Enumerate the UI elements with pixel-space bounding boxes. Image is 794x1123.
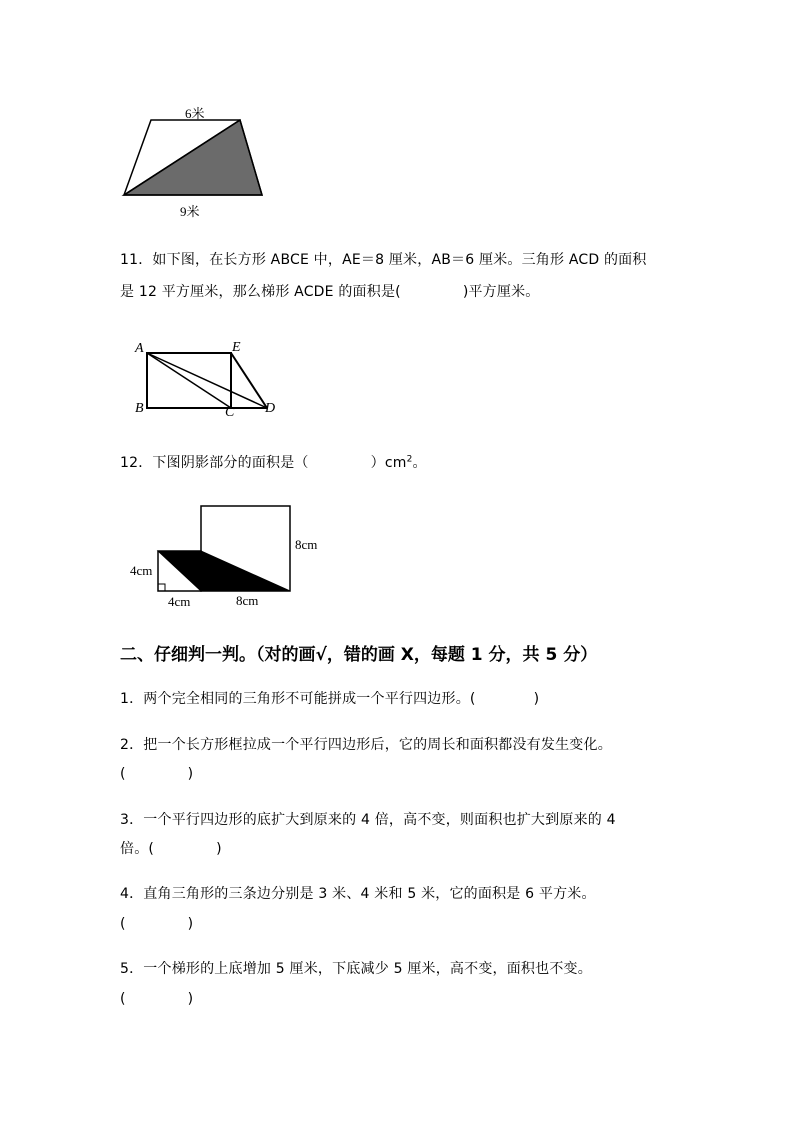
judge-1-text: 1．两个完全相同的三角形不可能拼成一个平行四边形。(	[120, 691, 476, 707]
squares-figure	[150, 498, 300, 598]
trapezoid-shaded-triangle	[124, 120, 262, 195]
q12-text-unit: ）cm	[370, 455, 407, 471]
q11-line2	[120, 282, 539, 302]
judge-4-line1: 4．直角三角形的三条边分别是 3 米、4 米和 5 米，它的面积是 6 平方米。	[120, 886, 596, 902]
judge-4-open: (	[120, 916, 126, 932]
judge-4-line2	[120, 914, 193, 934]
q11-line2-start: 是 12 平方厘米，那么梯形 ACDE 的面积是(	[120, 284, 401, 300]
judge-2-line2	[120, 764, 193, 784]
large-square-height-label: 8cm	[295, 537, 318, 552]
q12-text-start: 12．下图阴影部分的面积是（	[120, 455, 309, 471]
q11-line2-end: )平方厘米。	[462, 284, 540, 300]
trapezoid-bottom-label: 9米	[180, 204, 200, 219]
judge-4-close: )	[187, 916, 194, 932]
judge-2-open: (	[120, 766, 126, 782]
point-b-label: B	[135, 401, 144, 416]
judge-2-line1: 2．把一个长方形框拉成一个平行四边形后，它的周长和面积都没有发生变化。	[120, 737, 612, 753]
large-square-base-label: 8cm	[236, 593, 259, 608]
judge-1-line1	[120, 689, 539, 709]
judge-3-open: 倍。(	[120, 841, 155, 857]
judge-5-line1: 5．一个梯形的上底增加 5 厘米，下底减少 5 厘米，高不变，面积也不变。	[120, 961, 592, 977]
section-2-title: 二、仔细判一判。（对的画√，错的画 X，每题 1 分，共 5 分）	[120, 645, 598, 665]
point-d-label: D	[265, 401, 276, 416]
judge-3-line2	[120, 839, 222, 859]
small-square-height-label: 4cm	[130, 563, 153, 578]
judge-3-close: )	[216, 841, 222, 857]
point-e-label: E	[232, 340, 241, 355]
trapezoid-top-label: 6米	[185, 106, 205, 121]
judge-3-line1: 3．一个平行四边形的底扩大到原来的 4 倍，高不变，则面积也扩大到原来的 4	[120, 812, 616, 828]
judge-5-open: (	[120, 991, 126, 1007]
judge-5-line2	[120, 989, 193, 1009]
shaded-region	[158, 551, 290, 591]
point-a-label: A	[135, 341, 144, 356]
line-ac	[147, 353, 231, 408]
q12-text	[120, 453, 427, 473]
judge-2-close: )	[187, 766, 194, 782]
point-c-label: C	[225, 405, 235, 420]
judge-1-close: )	[533, 691, 540, 707]
q12-text-end: 。	[412, 455, 427, 471]
right-angle-mark	[158, 584, 165, 591]
judge-5-close: )	[187, 991, 194, 1007]
q12-superscript: 2	[406, 454, 413, 465]
q11-line1: 11．如下图，在长方形 ABCE 中，AE＝8 厘米，AB＝6 厘米。三角形 ACD 的面积	[120, 252, 647, 268]
small-square-base-label: 4cm	[168, 594, 191, 609]
